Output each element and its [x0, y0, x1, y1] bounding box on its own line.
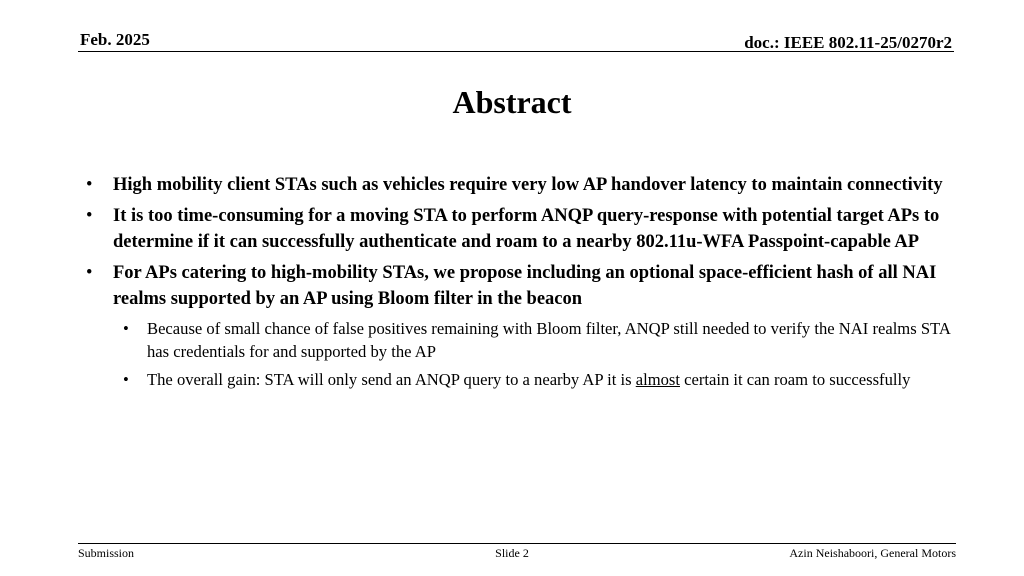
header-doc-id: doc.: IEEE 802.11-25/0270r2 — [744, 33, 952, 52]
sub-bullet-text: Because of small chance of false positives remaining with Bloom filter, ANQP still needed to verify the NAI realms STA has credentials for and supported by the AP — [147, 319, 950, 361]
bullet-item — [84, 260, 964, 312]
bullet-text: For APs catering to high-mobility STAs, we propose including an optional space-efficient hash of all NAI realms supported by an AP using Bloom filter in the beacon — [113, 263, 937, 309]
sub-bullet-item — [113, 368, 964, 391]
bullet-icon: • — [86, 263, 93, 283]
sub-bullet-item — [113, 317, 964, 363]
footer-slide-number: Slide 2 — [495, 546, 529, 560]
sub-bullet-icon: • — [123, 319, 129, 338]
slide-body — [84, 172, 964, 396]
bullet-text: High mobility client STAs such as vehicles require very low AP handover latency to maintain connectivity — [113, 175, 943, 195]
sub-bullet-text-post: certain it can roam to successfully — [680, 370, 911, 389]
bullet-icon: • — [86, 175, 93, 195]
header-date: Feb. 2025 — [80, 30, 150, 49]
bullet-icon: • — [86, 206, 93, 226]
bullet-item — [84, 172, 964, 198]
emphasis-underline: almost — [635, 370, 680, 389]
footer-divider — [78, 543, 956, 544]
bullet-text: It is too time-consuming for a moving STA to perform ANQP query-response with potential target APs to determine if it can successfully authenticate and roam to a nearby 802.11u-WFA Passpoint-capable AP — [113, 206, 940, 252]
bullet-item — [84, 203, 964, 255]
sub-bullet-text-pre: The overall gain: STA will only send an ANQP query to a nearby AP it is — [147, 370, 636, 389]
header-divider — [78, 51, 954, 52]
footer-submission: Submission — [78, 546, 135, 560]
sub-bullet-text — [147, 370, 910, 389]
footer-author: Azin Neishaboori, General Motors — [789, 546, 956, 560]
sub-bullet-icon: • — [123, 370, 129, 389]
slide-title: Abstract — [452, 84, 572, 120]
